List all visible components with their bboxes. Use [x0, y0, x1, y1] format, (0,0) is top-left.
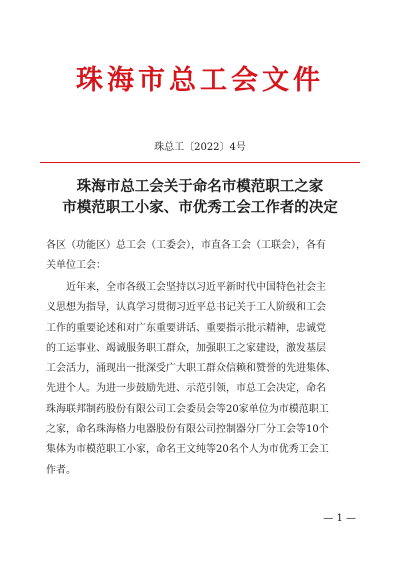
body-paragraph [46, 278, 358, 481]
body-line: 作者。 [46, 464, 76, 476]
document-number: 珠总工〔2022〕4号 [154, 142, 246, 153]
document-title-line-1: 珠海市总工会关于命名市模范职工之家 [76, 178, 324, 195]
body-line: 工作的重要论述和对广东重要讲话、重要指示批示精神，忠诚党 [46, 322, 326, 334]
document-title-line-2: 市模范职工小家、市优秀工会工作者的决定 [62, 199, 338, 216]
body-line: 的工运事业、竭诚服务职工群众，加强职工之家建设，激发基层 [46, 342, 326, 354]
body-line: 先进个人。为进一步鼓励先进、示范引领，市总工会决定，命名 [46, 383, 326, 395]
body-line: 义思想为指导，认真学习贯彻习近平总书记关于工人阶级和工会 [46, 302, 326, 314]
salutation-line-1: 各区（功能区）总工会（工委会），市直各工会（工联会），各有 [46, 240, 326, 251]
masthead-title: 珠海市总工会文件 [76, 65, 324, 96]
body-line: 集体为市模范职工小家，命名王文纯等20名个人为市优秀工会工 [46, 444, 329, 456]
body-line: 工会活力，涌现出一批深受广大职工群众信赖和赞誉的先进集体、 [46, 363, 336, 375]
body-line: 近年来，全市各级工会坚持以习近平新时代中国特色社会主 [46, 282, 326, 293]
salutation-line-2: 关单位工会： [46, 260, 106, 271]
page-number: — 1 — [323, 513, 356, 524]
body-line: 之家，命名珠海格力电器股份有限公司控制器分厂分工会等10个 [46, 424, 329, 436]
red-divider-rule [40, 162, 360, 163]
body-line: 珠海联邦制药股份有限公司工会委员会等20家单位为市模范职工 [46, 403, 329, 415]
